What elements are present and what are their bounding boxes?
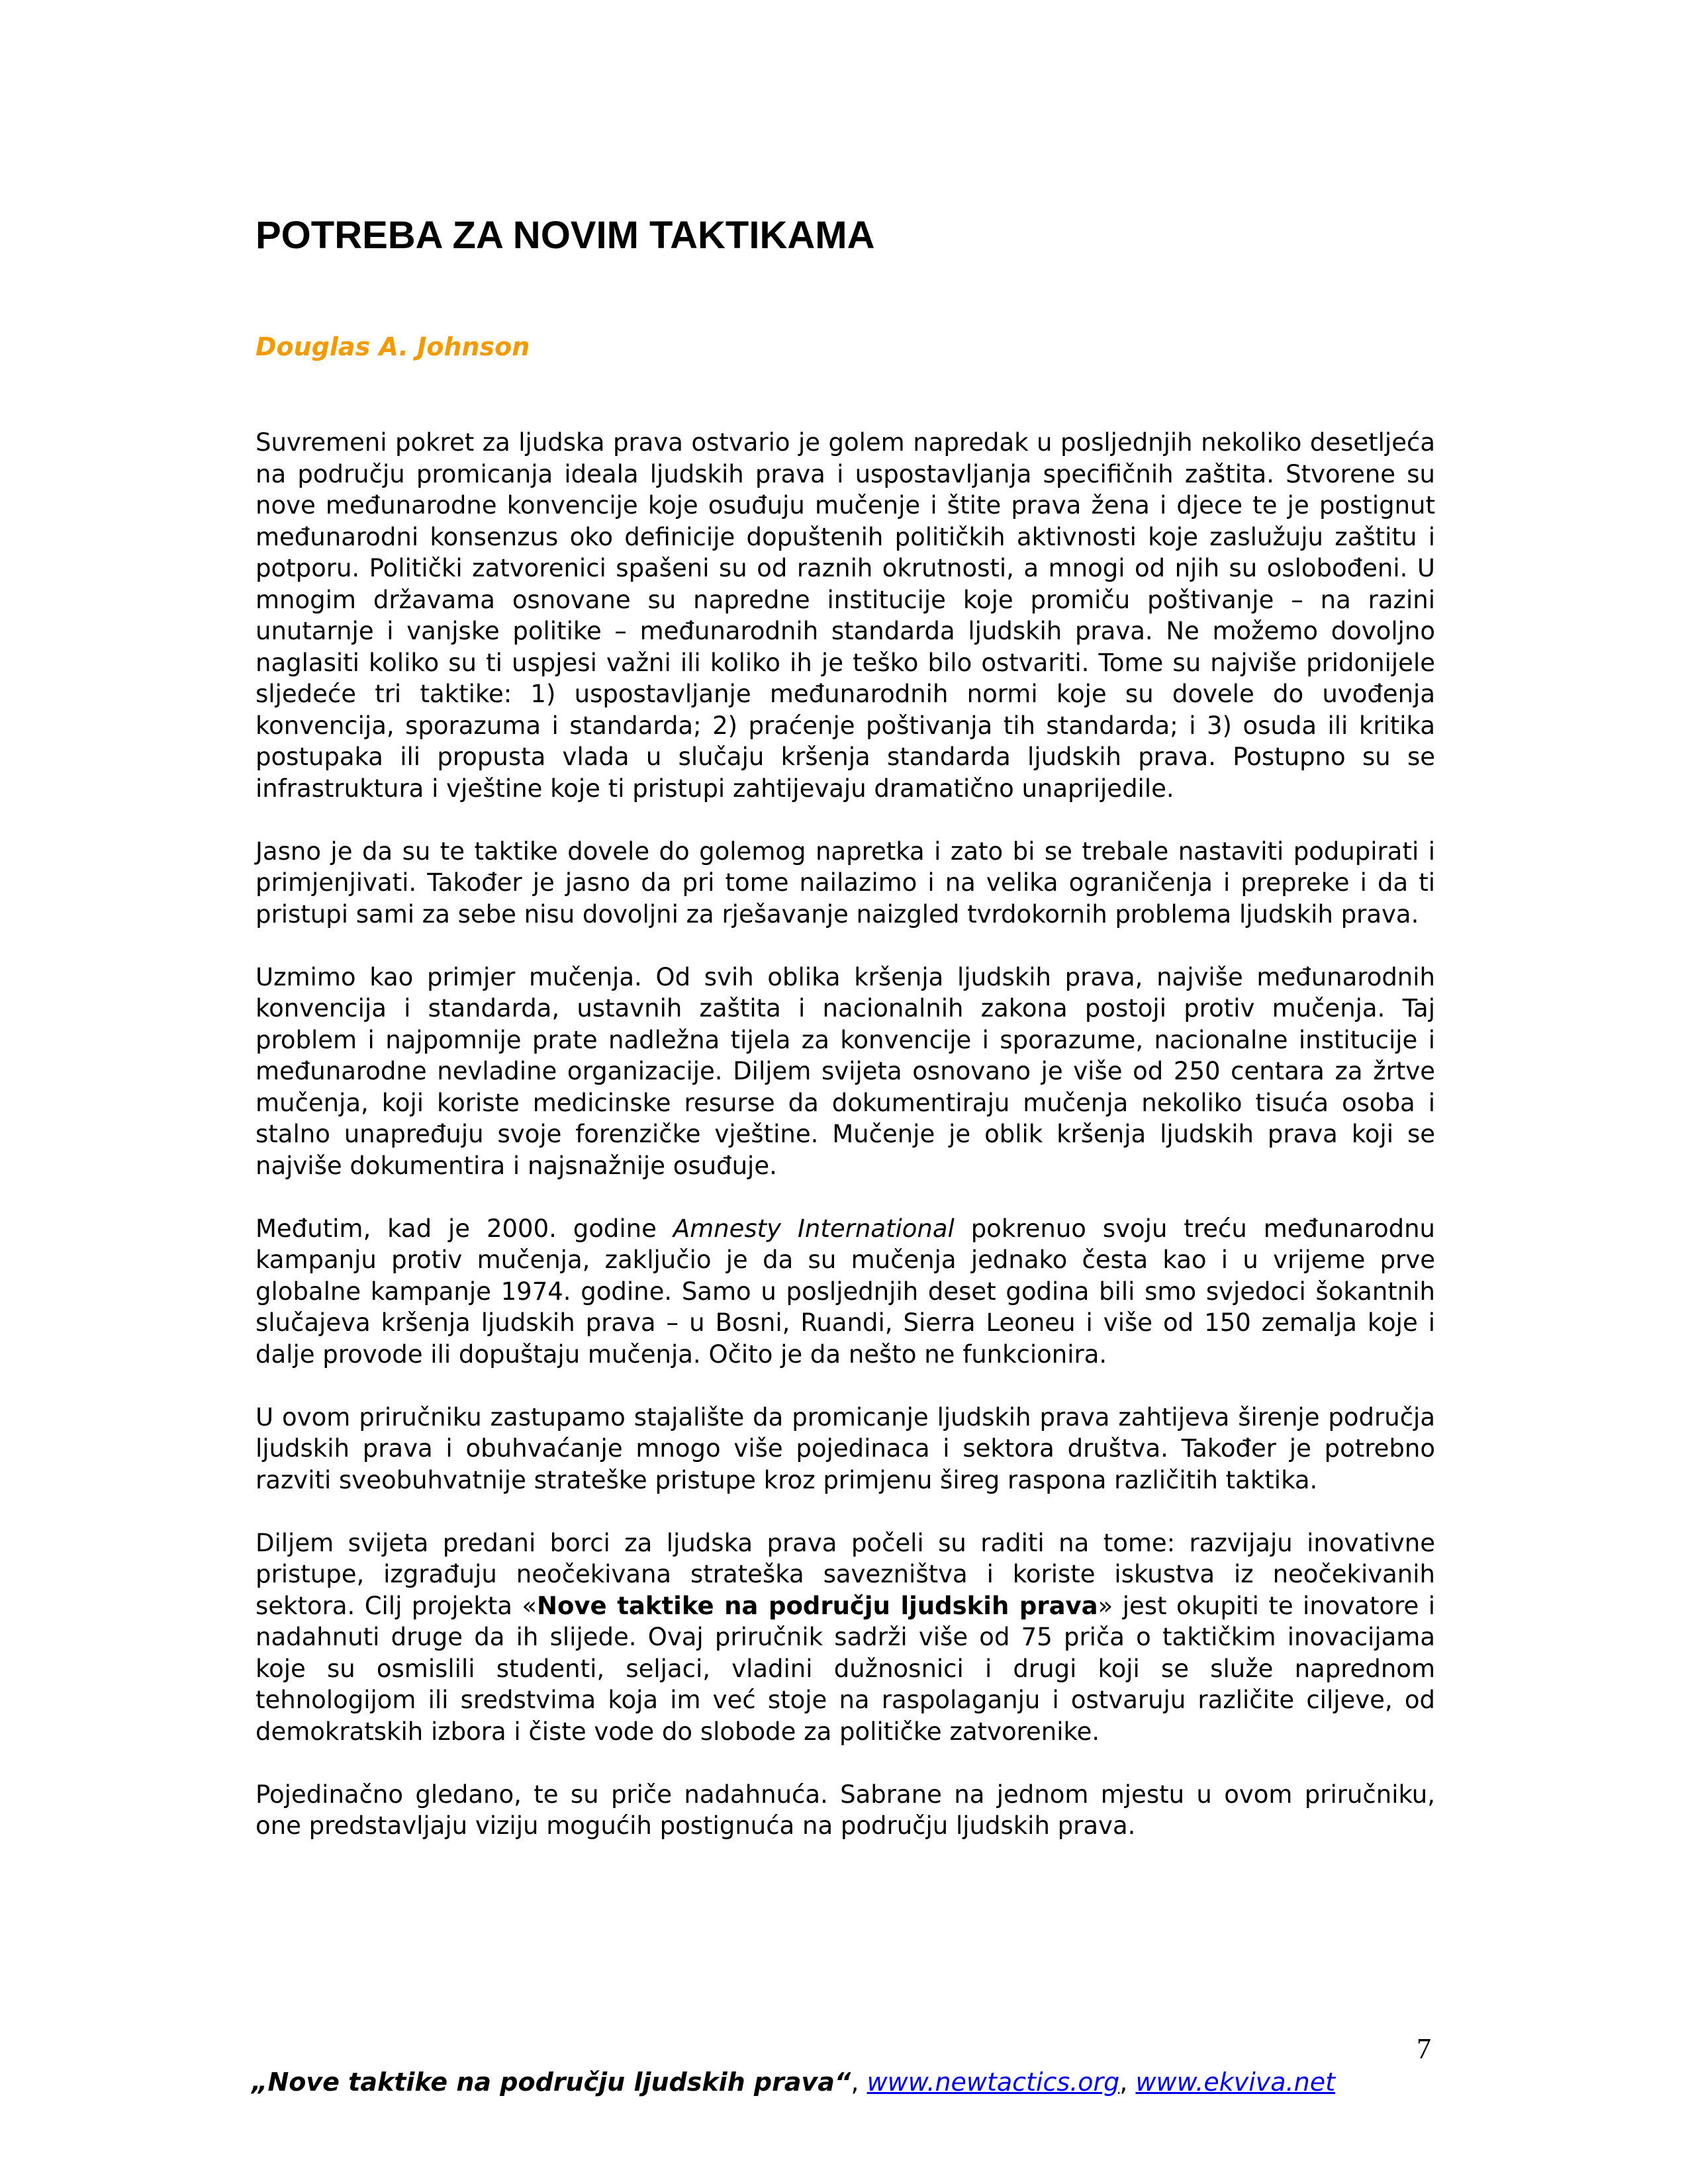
project-name: Nove taktike na području ljudskih prava — [537, 1591, 1098, 1620]
footer-link-ekviva[interactable]: www.ekviva.net — [1135, 2068, 1336, 2097]
paragraph-4-text-end: pokrenuo svoju treću međunarodnu kampanju protiv mučenja, zaključio je da su mučenja jednako česta kao i u vrijeme prve globalne kampanje 1974. godine. Samo u posljednjih deset godina bili smo svjedoci šokantnih slučajeva kršenja ljudskih prava – u Bosni, Ruandi, Sierra Leoneu i više od 150 zemalja koje i dalje provode ili dopuštaju mučenja. Očito je da nešto ne funkcionira. — [256, 1214, 1435, 1369]
paragraph-1: Suvremeni pokret za ljudska prava ostvario je golem napredak u posljednjih nekoliko desetljeća na području promicanja ideala ljudskih prava i uspostavljanja specifičnih zaštita. Stvorene su nove međunarodne konvencije koje osuđuju mučenje i štite prava žena i djece te je postignut međunarodni konsenzus oko definicije dopuštenih političkih aktivnosti koje zaslužuju zaštitu i potporu. Politički zatvorenici spašeni su od raznih okrutnosti, a mnogi od njih su oslobođeni. U mnogim državama osnovane su napredne institucije koje promiču poštivanje – na razini unutarnje i vanjske politike – međunarodnih standarda ljudskih prava. Ne možemo dovoljno naglasiti koliko su ti uspjesi važni ili koliko ih je teško bilo ostvariti. Tome su najviše pridonijele sljedeće tri taktike: 1) uspostavljanje međunarodnih normi koje su dovele do uvođenja konvencija, sporazuma i standarda; 2) praćenje poštivanja tih standarda; i 3) osuda ili kritika postupaka ili propusta vlada u slučaju kršenja standarda ljudskih prava. Postupno su se infrastruktura i vještine koje ti pristupi zahtijevaju dramatično unaprijedile. — [256, 428, 1435, 803]
paragraph-4 — [256, 1213, 1435, 1371]
footer-separator: , — [1119, 2068, 1136, 2097]
footer-link-newtactics[interactable]: www.newtactics.org — [867, 2068, 1120, 2097]
footer-title: „Nove taktike na području ljudskih prava“ — [252, 2068, 851, 2097]
paragraph-3: Uzmimo kao primjer mučenja. Od svih oblika kršenja ljudskih prava, najviše međunarodnih konvencija i standarda, ustavnih zaštita i nacionalnih zakona postoji protiv mučenja. Taj problem i najpomnije prate nadležna tijela za konvencije i sporazume, nacionalne institucije i međunarodne nevladine organizacije. Diljem svijeta osnovano je više od 250 centara za žrtve mučenja, koji koriste medicinske resurse da dokumentiraju mučenja nekoliko tisuća osoba i stalno unapređuju svoje forenzičke vještine. Mučenje je oblik kršenja ljudskih prava koji se najviše dokumentira i najsnažnije osuđuje. — [256, 962, 1435, 1180]
paragraph-6 — [256, 1527, 1435, 1748]
paragraph-6-text-start: Diljem svijeta predani borci za ljudska prava počeli su raditi na tome: razvijaju inovativne pristupe, izgrađuju neočekivana strateška savezništva i koriste iskustva iz neočekivanih sektora. Cilj projekta « — [256, 1528, 1435, 1620]
article-body — [256, 427, 1435, 1842]
paragraph-6-text-end: » jest okupiti te inovatore i nadahnuti druge da ih slijede. Ovaj priručnik sadrži više od 75 priča o taktičkim inovacijama koje su osmislili studenti, seljaci, vladini dužnosnici i drugi koji se služe naprednom tehnologijom ili sredstvima koja im već stoje na raspolaganju i ostvaruju različite ciljeve, od demokratskih izbora i čiste vode do slobode za političke zatvorenike. — [256, 1591, 1436, 1746]
paragraph-2: Jasno je da su te taktike dovele do golemog napretka i zato bi se trebale nastaviti podupirati i primjenjivati. Također je jasno da pri tome nailazimo i na velika ograničenja i prepreke i da ti pristupi sami za sebe nisu dovoljni za rješavanje naizgled tvrdokornih problema ljudskih prava. — [256, 837, 1435, 929]
page-number: 7 — [1417, 2032, 1431, 2065]
page-footer — [252, 2068, 1443, 2097]
paragraph-4-text-start: Međutim, kad je 2000. godine — [256, 1214, 673, 1243]
footer-separator: , — [851, 2068, 867, 2097]
organization-name: Amnesty International — [673, 1214, 955, 1243]
paragraph-7: Pojedinačno gledano, te su priče nadahnuća. Sabrane na jednom mjestu u ovom priručniku, one predstavljaju viziju mogućih postignuća na području ljudskih prava. — [256, 1780, 1435, 1840]
paragraph-5: U ovom priručniku zastupamo stajalište da promicanje ljudskih prava zahtijeva širenje područja ljudskih prava i obuhvaćanje mnogo više pojedinaca i sektora društva. Također je potrebno razviti sveobuhvatnije strateške pristupe kroz primjenu šireg raspona različitih taktika. — [256, 1402, 1435, 1494]
author-name: Douglas A. Johnson — [256, 332, 530, 361]
page-title: POTREBA ZA NOVIM TAKTIKAMA — [256, 214, 875, 257]
